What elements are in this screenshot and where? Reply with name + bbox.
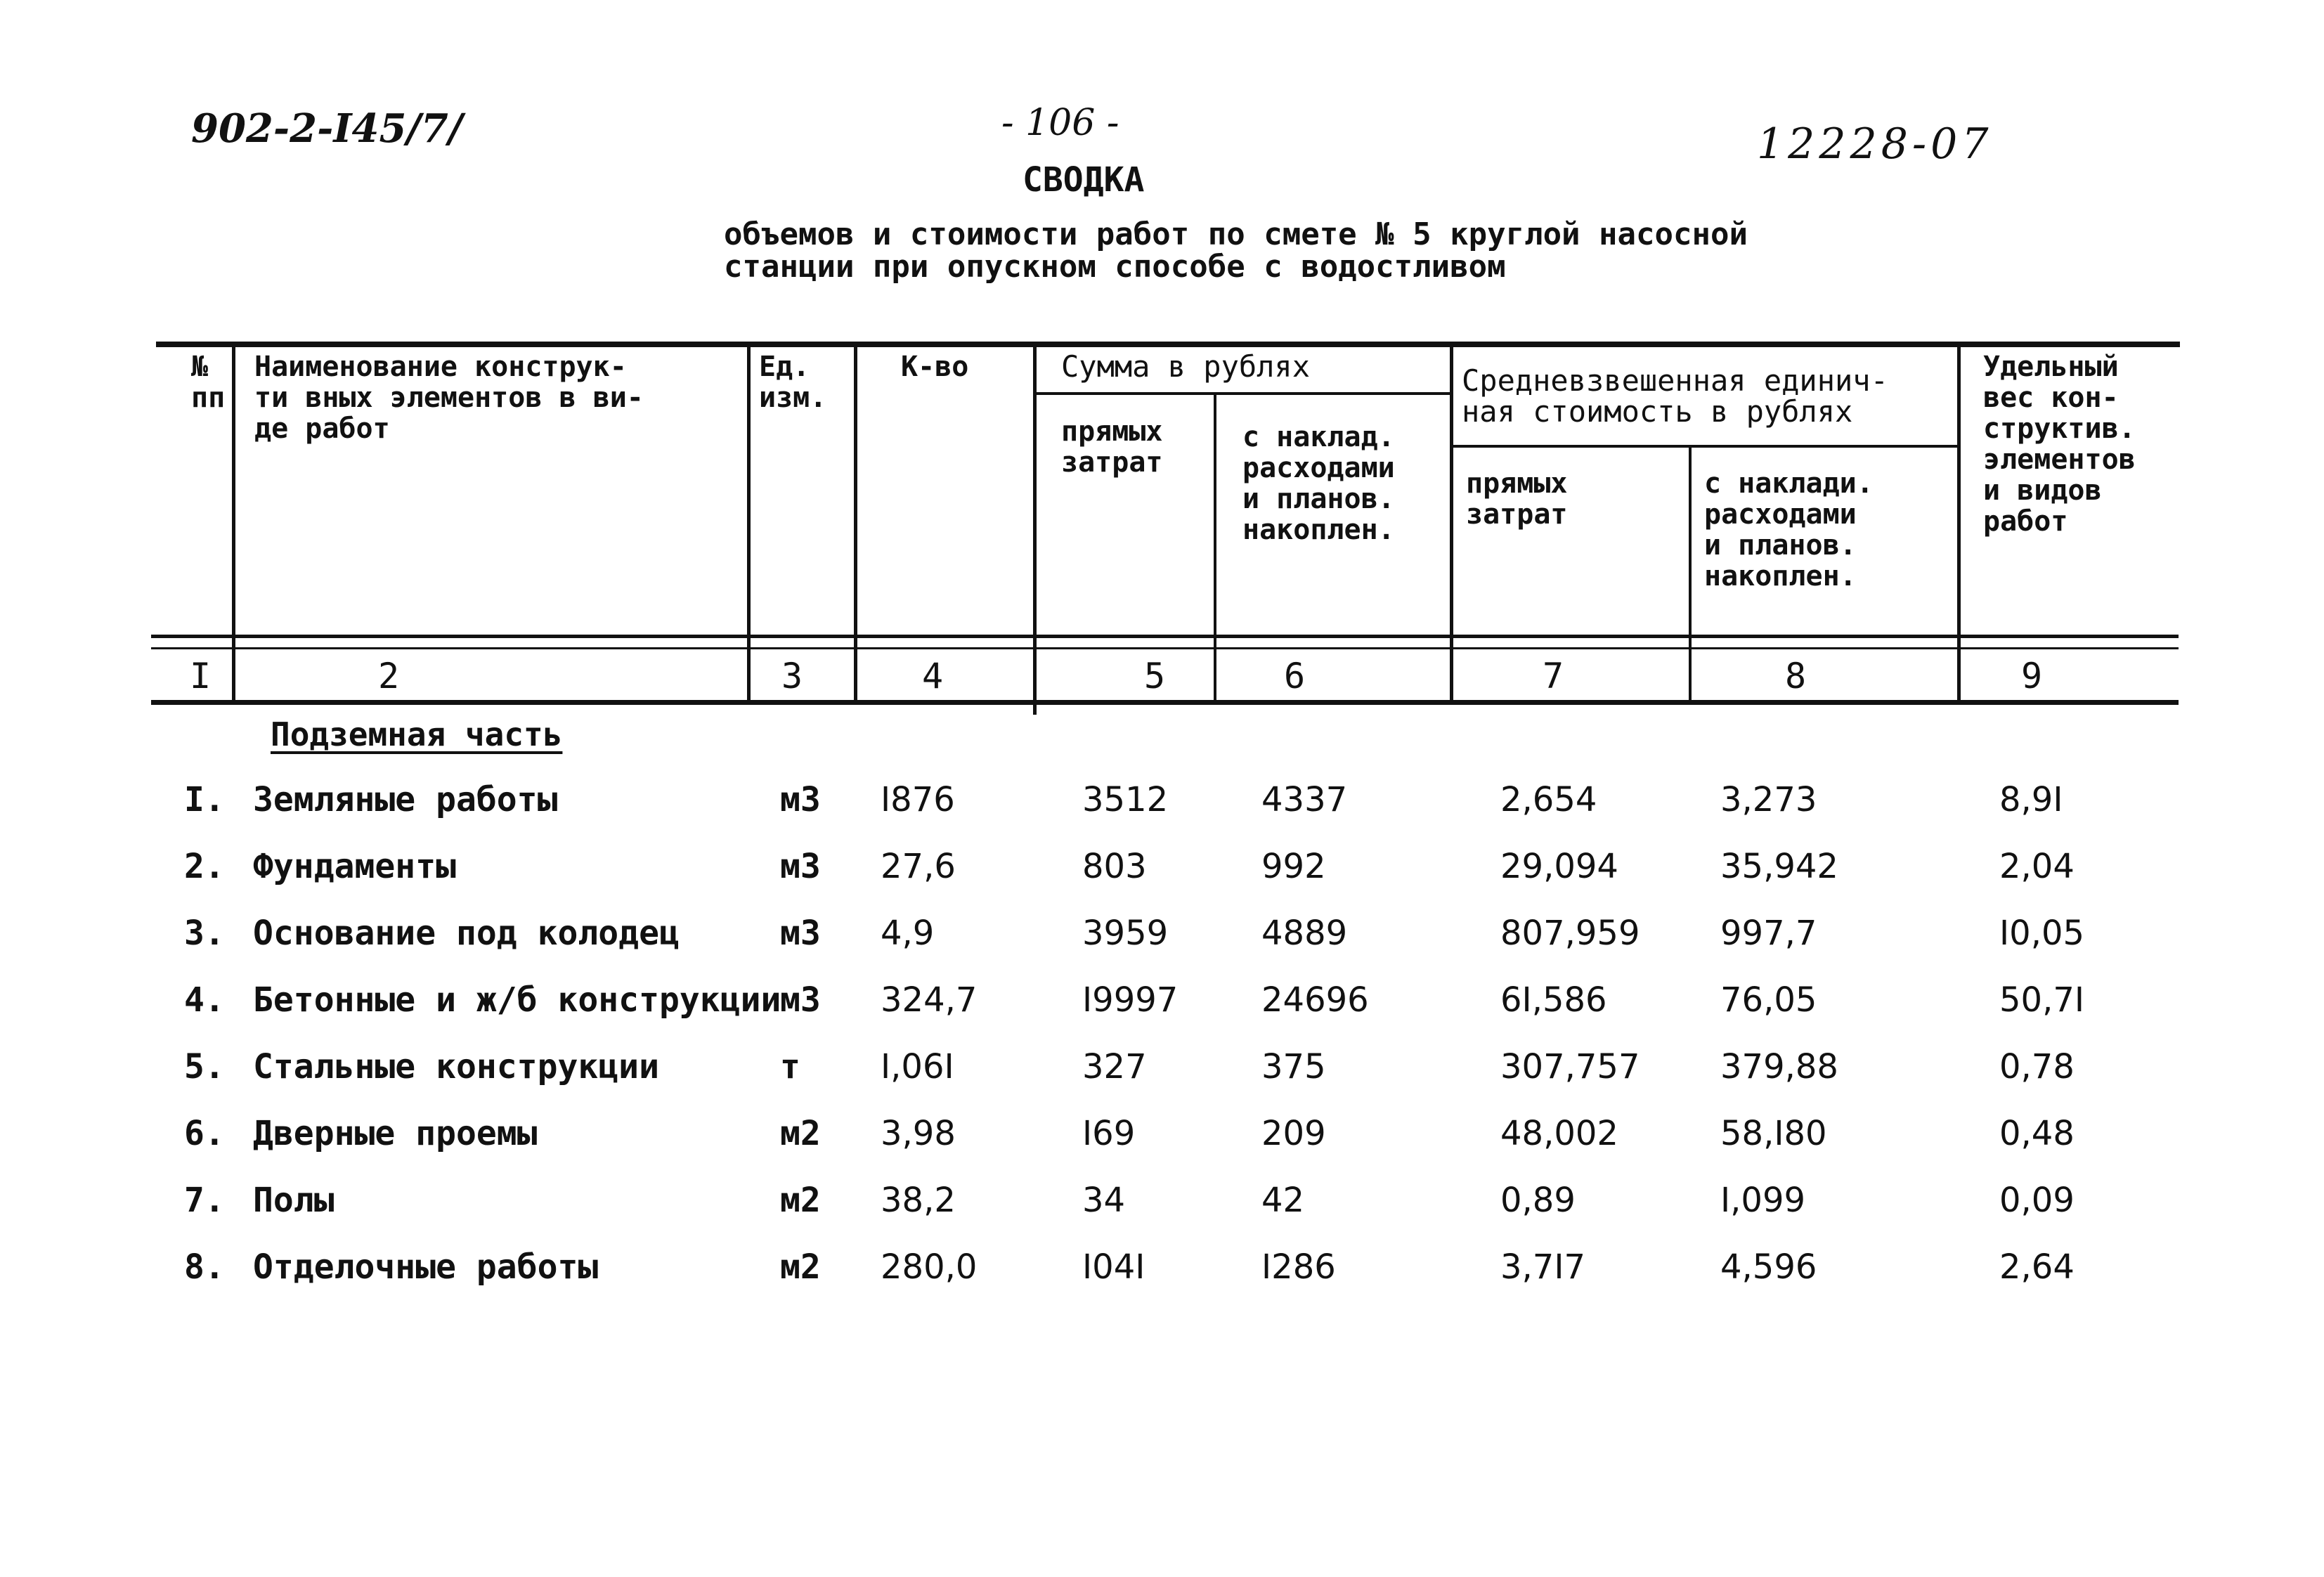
row-quantity: 27,6 — [881, 847, 956, 886]
header-col-name: Наименование конструк- ти вных элементов в ви- де работ — [254, 351, 644, 445]
row-quantity: 38,2 — [881, 1181, 956, 1220]
row-share: 0,09 — [1999, 1181, 2075, 1220]
header-col-share: Удельный вес кон- структив. элементов и видов работ — [1983, 351, 2136, 538]
col-divider-2 — [747, 346, 751, 704]
colnum-6: 6 — [1284, 656, 1306, 696]
row-quantity: 324,7 — [881, 980, 978, 1020]
row-avg-direct: 29,094 — [1500, 847, 1618, 886]
row-avg-overhead: 58,I80 — [1720, 1114, 1827, 1153]
page-title: СВОДКА — [1023, 160, 1145, 200]
header-sum-group: Сумма в рублях — [1061, 349, 1311, 384]
row-unit: м3 — [780, 914, 821, 953]
row-overhead-cost: 209 — [1261, 1114, 1326, 1153]
column-numbers-top-border — [151, 647, 2179, 649]
row-number: 6. — [184, 1114, 225, 1153]
row-number: 7. — [184, 1181, 225, 1220]
row-item-name: Дверные проемы — [253, 1114, 538, 1153]
col-divider-4 — [1033, 346, 1037, 715]
subtitle-line-1: объемов и стоимости работ по смете № 5 круглой насосной — [724, 216, 1748, 252]
header-col-number: № пп — [191, 351, 226, 414]
row-direct-cost: 3512 — [1082, 780, 1169, 819]
header-col-quantity: К-во — [901, 351, 969, 383]
row-share: I0,05 — [1999, 914, 2085, 953]
row-item-name: Земляные работы — [253, 780, 558, 819]
subtitle-line-2: станции при опускном способе с водостливом — [724, 249, 1506, 285]
header-avg-group: Средневзвешенная единич- ная стоимость в рублях — [1462, 363, 1888, 429]
col-divider-8 — [1957, 346, 1961, 704]
col-divider-1 — [232, 346, 235, 704]
row-direct-cost: I69 — [1082, 1114, 1136, 1153]
row-number: 4. — [184, 980, 225, 1020]
row-unit: т — [780, 1047, 800, 1086]
row-quantity: 3,98 — [881, 1114, 956, 1153]
col-divider-6 — [1450, 346, 1453, 704]
row-item-name: Отделочные работы — [253, 1247, 599, 1287]
row-overhead-cost: 42 — [1261, 1181, 1305, 1220]
row-avg-direct: 3,7I7 — [1500, 1247, 1586, 1287]
sum-group-rule — [1033, 392, 1450, 395]
row-unit: м2 — [780, 1181, 821, 1220]
row-direct-cost: 327 — [1082, 1047, 1147, 1086]
row-quantity: 280,0 — [881, 1247, 978, 1287]
row-unit: м2 — [780, 1114, 821, 1153]
row-direct-cost: 34 — [1082, 1181, 1126, 1220]
colnum-2: 2 — [378, 656, 400, 696]
row-avg-direct: 2,654 — [1500, 780, 1597, 819]
row-avg-overhead: I,099 — [1720, 1181, 1806, 1220]
row-unit: м3 — [780, 980, 821, 1020]
header-bottom-border — [151, 635, 2179, 638]
row-share: 2,64 — [1999, 1247, 2075, 1287]
row-number: I. — [184, 780, 225, 819]
row-item-name: Стальные конструкции — [253, 1047, 659, 1086]
row-avg-overhead: 997,7 — [1720, 914, 1817, 953]
row-item-name: Фундаменты — [253, 847, 456, 886]
row-share: 0,48 — [1999, 1114, 2075, 1153]
row-overhead-cost: 24696 — [1261, 980, 1369, 1020]
row-avg-overhead: 4,596 — [1720, 1247, 1817, 1287]
row-avg-direct: 6I,586 — [1500, 980, 1607, 1020]
row-avg-direct: 807,959 — [1500, 914, 1640, 953]
avg-group-rule — [1450, 445, 1957, 448]
row-avg-overhead: 35,942 — [1720, 847, 1838, 886]
row-number: 3. — [184, 914, 225, 953]
row-quantity: I876 — [881, 780, 955, 819]
colnum-7: 7 — [1543, 656, 1564, 696]
row-avg-direct: 48,002 — [1500, 1114, 1618, 1153]
row-overhead-cost: 992 — [1261, 847, 1326, 886]
col-divider-5 — [1214, 394, 1216, 704]
colnum-3: 3 — [781, 656, 803, 696]
row-overhead-cost: 4889 — [1261, 914, 1348, 953]
row-quantity: 4,9 — [881, 914, 935, 953]
row-avg-overhead: 379,88 — [1720, 1047, 1838, 1086]
header-col-avg-overhead: с наклади. расходами и планов. накоплен. — [1704, 467, 1874, 592]
colnum-9: 9 — [2021, 656, 2043, 696]
colnum-8: 8 — [1785, 656, 1807, 696]
row-item-name: Основание под колодец — [253, 914, 680, 953]
section-title: Подземная часть — [271, 715, 563, 753]
header-col-overhead-cost: с наклад. расходами и планов. накоплен. — [1242, 421, 1395, 546]
colnum-4: 4 — [922, 656, 944, 696]
table-top-border — [156, 342, 2180, 347]
row-overhead-cost: I286 — [1261, 1247, 1336, 1287]
row-overhead-cost: 4337 — [1261, 780, 1348, 819]
row-item-name: Бетонные и ж/б конструкции — [253, 980, 781, 1020]
row-quantity: I,06I — [881, 1047, 954, 1086]
row-number: 2. — [184, 847, 225, 886]
row-share: 2,04 — [1999, 847, 2075, 886]
row-share: 50,7I — [1999, 980, 2085, 1020]
row-direct-cost: 803 — [1082, 847, 1147, 886]
row-unit: м2 — [780, 1247, 821, 1287]
row-direct-cost: 3959 — [1082, 914, 1169, 953]
row-share: 0,78 — [1999, 1047, 2075, 1086]
row-avg-overhead: 3,273 — [1720, 780, 1817, 819]
col-divider-3 — [854, 346, 857, 704]
row-avg-overhead: 76,05 — [1720, 980, 1817, 1020]
row-number: 5. — [184, 1047, 225, 1086]
column-numbers-bottom-border — [151, 700, 2179, 705]
row-unit: м3 — [780, 780, 821, 819]
colnum-5: 5 — [1144, 656, 1166, 696]
inventory-number: 12228-07 — [1757, 119, 1993, 169]
colnum-1: I — [190, 656, 212, 696]
row-direct-cost: I9997 — [1082, 980, 1179, 1020]
row-share: 8,9I — [1999, 780, 2063, 819]
row-item-name: Полы — [253, 1181, 335, 1220]
row-direct-cost: I04I — [1082, 1247, 1145, 1287]
page-number: - 106 - — [1001, 102, 1119, 144]
row-overhead-cost: 375 — [1261, 1047, 1326, 1086]
col-divider-7 — [1689, 446, 1692, 704]
row-unit: м3 — [780, 847, 821, 886]
header-col-avg-direct: прямых затрат — [1466, 467, 1568, 531]
row-avg-direct: 307,757 — [1500, 1047, 1640, 1086]
document-code: 902-2-I45/7/ — [191, 105, 463, 152]
header-col-direct-cost: прямых затрат — [1061, 415, 1163, 479]
header-col-unit: Ед. изм. — [759, 351, 827, 414]
row-avg-direct: 0,89 — [1500, 1181, 1576, 1220]
row-number: 8. — [184, 1247, 225, 1287]
